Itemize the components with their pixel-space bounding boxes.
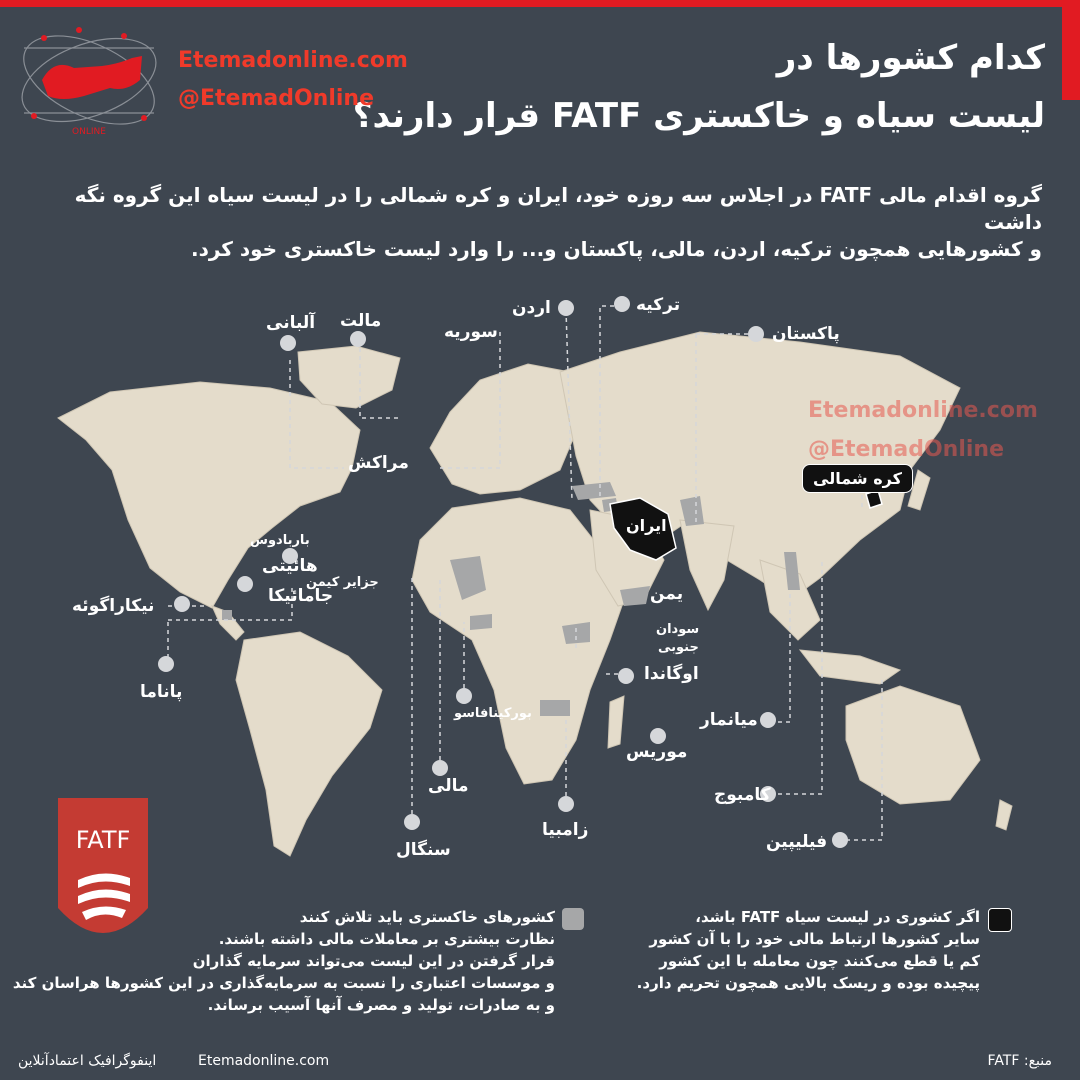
label-iran: ایران	[626, 516, 667, 535]
black-legend-line-3: کم یا قطع می‌کنند چون معامله با این کشور	[659, 952, 980, 970]
label-malta: مالت	[340, 311, 382, 331]
grey-legend-line-1: کشورهای خاکستری باید تلاش کنند	[299, 908, 555, 926]
africa-landmass	[412, 498, 624, 784]
fatf-badge-text: FATF	[75, 826, 131, 854]
page-title-line-1: کدام کشورها در	[776, 38, 1045, 78]
label-uganda: اوگاندا	[644, 664, 699, 684]
new-zealand-landmass	[996, 800, 1012, 830]
watermark-site: Etemadonline.com	[808, 398, 1038, 423]
grey-legend-line-4: و موسسات اعتباری را نسبت به سرمایه‌گذاری در این کشورها هراسان کند	[12, 974, 555, 992]
svg-text:ONLINE: ONLINE	[72, 127, 106, 137]
grey-legend-line-3: قرار گرفتن در این لیست می‌تواند سرمایه گذاران	[192, 952, 555, 970]
label-yemen: یمن	[650, 584, 684, 604]
watermark-handle: @EtemadOnline	[808, 437, 1005, 462]
black-legend-line-1: اگر کشوری در لیست سیاه FATF باشد،	[695, 908, 980, 926]
label-haiti: هائیتی	[262, 556, 318, 576]
label-jamaica: جامائیکا	[268, 586, 334, 606]
site-handle: @EtemadOnline	[178, 86, 375, 111]
label-cayman: جزایر کیمن	[306, 575, 379, 590]
label-turkey: ترکیه	[636, 295, 681, 315]
madagascar-landmass	[608, 696, 624, 748]
intro-line-2: و کشورهایی همچون ترکیه، اردن، مالی، پاکستان و... را وارد لیست خاکستری خود کرد.	[190, 237, 1042, 261]
page-title-line-2: لیست سیاه و خاکستری FATF قرار دارند؟	[352, 96, 1045, 136]
label-south-sudan-2: جنوبی	[658, 640, 699, 655]
intro-line-1: گروه اقدام مالی FATF در اجلاس سه روزه خود، ایران و کره شمالی را در لیست سیاه این گروه نگه داشت	[74, 183, 1042, 234]
grey-list-swatch	[562, 908, 584, 930]
label-philippines: فیلیپین	[766, 832, 828, 852]
label-pakistan: پاکستان	[772, 324, 840, 344]
label-mauritius: موریس	[626, 742, 688, 762]
south-america-landmass	[236, 632, 382, 856]
label-albania: آلبانی	[266, 313, 316, 333]
label-panama: پاناما	[140, 682, 183, 702]
zambia-region	[540, 700, 570, 716]
label-morocco: مراکش	[348, 453, 409, 473]
label-cambodia: کامبوج	[714, 785, 771, 805]
burkina-region	[470, 614, 492, 630]
label-mali: مالی	[428, 776, 469, 796]
black-list-legend	[637, 906, 980, 994]
label-zambia: زامبیا	[542, 820, 589, 840]
footer-source: منبع: FATF	[987, 1053, 1052, 1069]
black-legend-line-4: پیچیده بوده و ریسک بالایی همچون تحریم دارد.	[636, 974, 980, 992]
nicaragua-region	[222, 610, 232, 620]
grey-legend-line-5: و به صادرات، تولید و مصرف آنها آسیب برساند.	[207, 996, 555, 1014]
label-barbados: باربادوس	[250, 533, 310, 548]
label-myanmar: میانمار	[700, 710, 758, 730]
label-nicaragua: نیکاراگوئه	[72, 596, 155, 616]
site-url: Etemadonline.com	[178, 48, 408, 73]
australia-landmass	[846, 686, 980, 804]
footer-credit: اینفوگرافیک اعتمادآنلاین	[18, 1053, 157, 1069]
black-legend-line-2: سایر کشورها ارتباط مالی خود را با آن کشور	[649, 930, 980, 948]
india-landmass	[680, 520, 734, 610]
grey-legend-line-2: نظارت بیشتری بر معاملات مالی داشته باشند.	[218, 930, 555, 948]
label-south-sudan-1: سودان	[656, 622, 700, 637]
label-senegal: سنگال	[396, 840, 451, 860]
label-jordan: اردن	[512, 298, 551, 318]
label-north-korea: کره شمالی	[802, 464, 913, 493]
black-list-swatch	[988, 908, 1012, 932]
label-burkina: بورکینافاسو	[454, 706, 532, 721]
label-syria: سوریه	[444, 322, 498, 342]
footer-site: Etemadonline.com	[198, 1053, 330, 1069]
indonesia-landmass	[800, 650, 900, 684]
grey-list-legend	[13, 906, 555, 1016]
